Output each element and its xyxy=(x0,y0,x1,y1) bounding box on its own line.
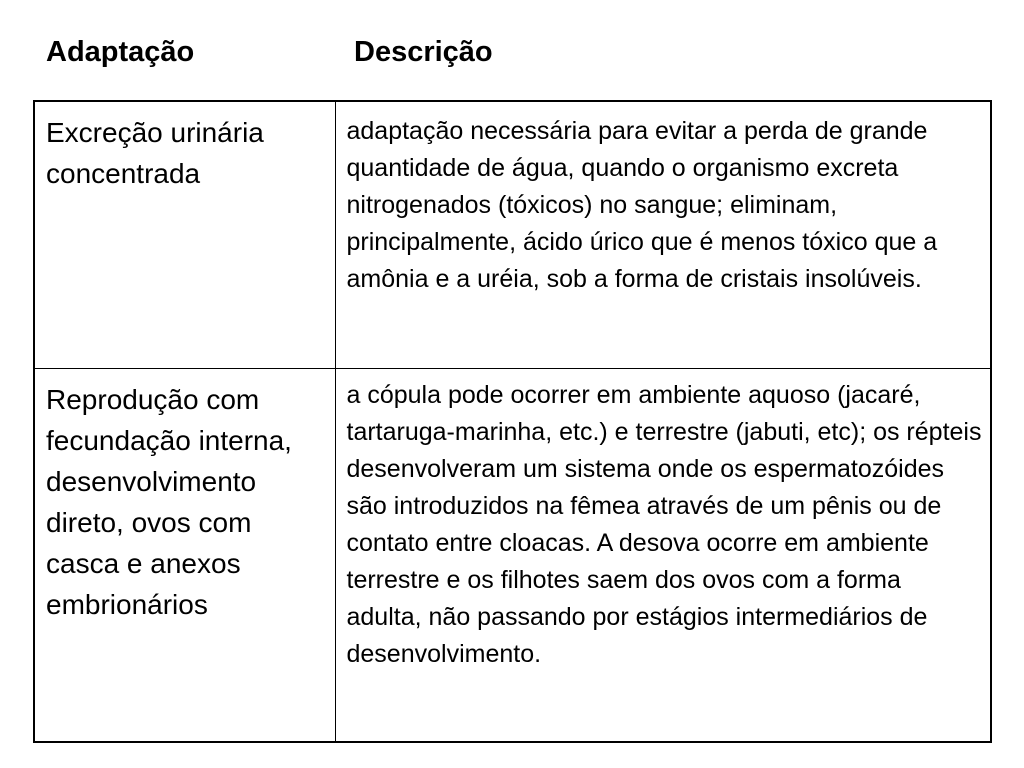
description-cell xyxy=(335,368,990,741)
adaptation-text: Excreção urinária concentrada xyxy=(46,117,264,189)
table-row xyxy=(35,368,990,741)
description-cell xyxy=(335,102,990,368)
table-header xyxy=(0,32,1024,76)
adaptation-text: Reprodução com fecundação interna, desenvolvimento direto, ovos com casca e anexos embrionários xyxy=(46,383,292,620)
adaptation-cell xyxy=(35,102,335,368)
adaptation-cell xyxy=(35,368,335,741)
description-text: adaptação necessária para evitar a perda de grande quantidade de água, quando o organismo excreta nitrogenados (tóxicos) no sangue; eliminam, principalmente, ácido úrico que é menos tóxico que a amônia e a uréia, sob a forma de cristais insolúveis. xyxy=(346,117,938,293)
header-adaptacao: Adaptação xyxy=(46,36,195,68)
adaptation-table-grid xyxy=(35,102,990,741)
description-text: a cópula pode ocorrer em ambiente aquoso (jacaré, tartaruga-marinha, etc.) e terrestre (jabuti, etc); os répteis desenvolveram um sistema onde os espermatozóides são introduzidos na fêmea através de um pênis ou de contato entre cloacas. A desova ocorre em ambiente terrestre e os filhotes saem dos ovos com a forma adulta, não passando por estágios intermediários de desenvolvimento. xyxy=(346,380,982,668)
table-row xyxy=(35,102,990,368)
adaptation-table xyxy=(33,100,992,743)
header-descricao: Descrição xyxy=(354,36,493,68)
